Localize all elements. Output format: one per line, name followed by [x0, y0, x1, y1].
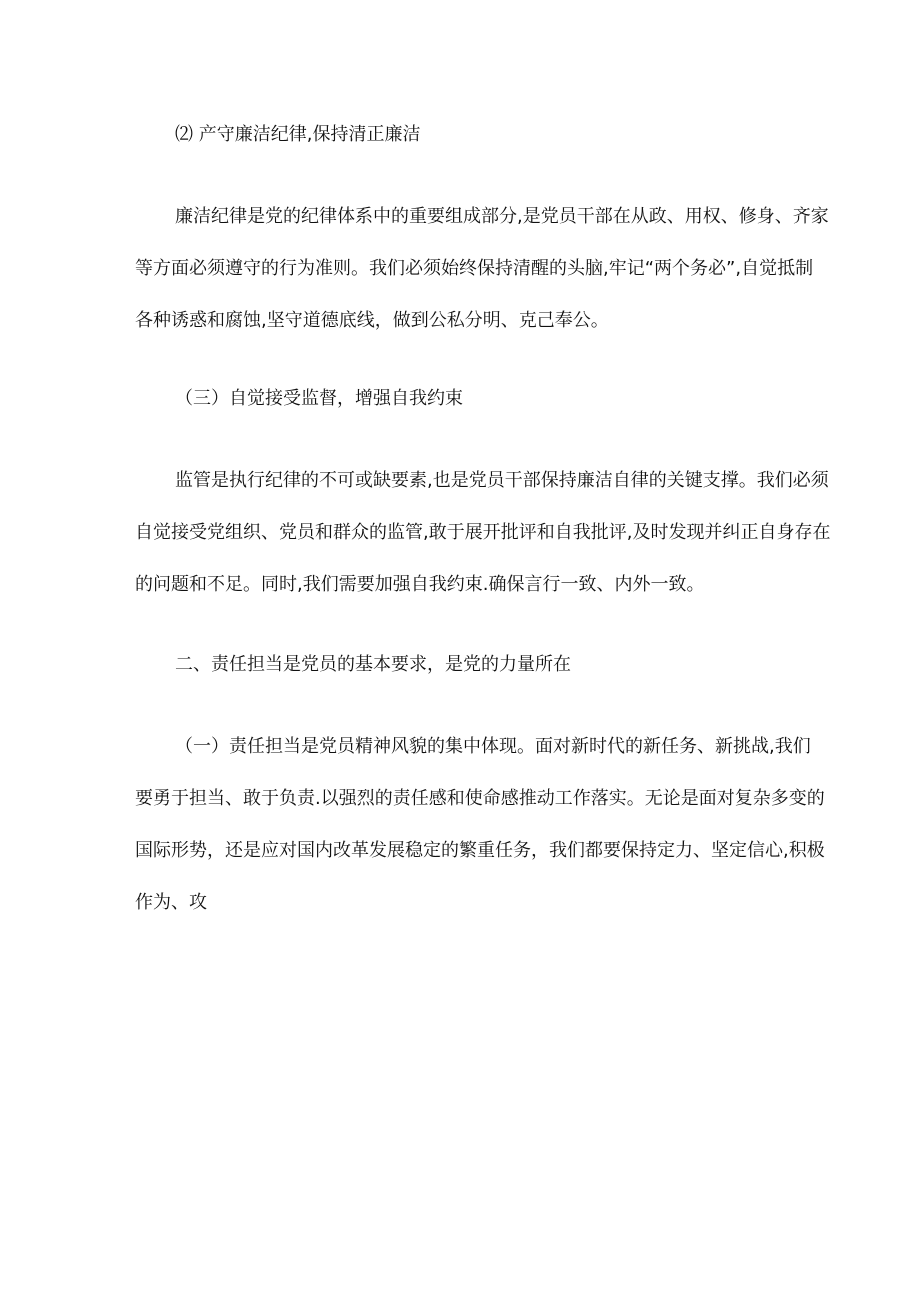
paragraph-1-line-3: 各种诱惑和腐蚀,坚守道德底线，做到公私分明、克己奉公。	[135, 310, 609, 331]
paragraph-3-line-3: 国际形势，还是应对国内改革发展稳定的繁重任务，我们都要保持定力、坚定信心,积极	[135, 840, 825, 861]
paragraph-2-line-1: 监管是执行纪律的不可或缺要素,也是党员干部保持廉洁自律的关键支撑。我们必须	[175, 470, 829, 491]
section-heading-2: ⑵ 产守廉洁纪律,保持清正廉洁	[175, 124, 421, 145]
paragraph-2-line-3: 的问题和不足。同时,我们需要加强自我约束.确保言行一致、内外一致。	[135, 574, 705, 595]
paragraph-3-line-1: （一）责任担当是党员精神风貌的集中体现。面对新时代的新任务、新挑战,我们	[175, 736, 811, 757]
paragraph-1-line-2: 等方面必须遵守的行为准则。我们必须始终保持清醒的头脑,牢记“两个务必”,自觉抵制	[135, 258, 814, 279]
paragraph-3-line-2: 要勇于担当、敢于负责.以强烈的责任感和使命感推动工作落实。无论是面对复杂多变的	[135, 788, 825, 809]
paragraph-3-line-4: 作为、攻	[135, 892, 207, 913]
paragraph-1-line-1: 廉洁纪律是党的纪律体系中的重要组成部分,是党员干部在从政、用权、修身、齐家	[175, 206, 829, 227]
section-heading-3: （三）自觉接受监督，增强自我约束	[175, 388, 463, 409]
main-heading-2: 二、责任担当是党员的基本要求，是党的力量所在	[175, 654, 571, 675]
paragraph-2-line-2: 自觉接受党组织、党员和群众的监管,敢于展开批评和自我批评,及时发现并纠正自身存在	[135, 522, 831, 543]
